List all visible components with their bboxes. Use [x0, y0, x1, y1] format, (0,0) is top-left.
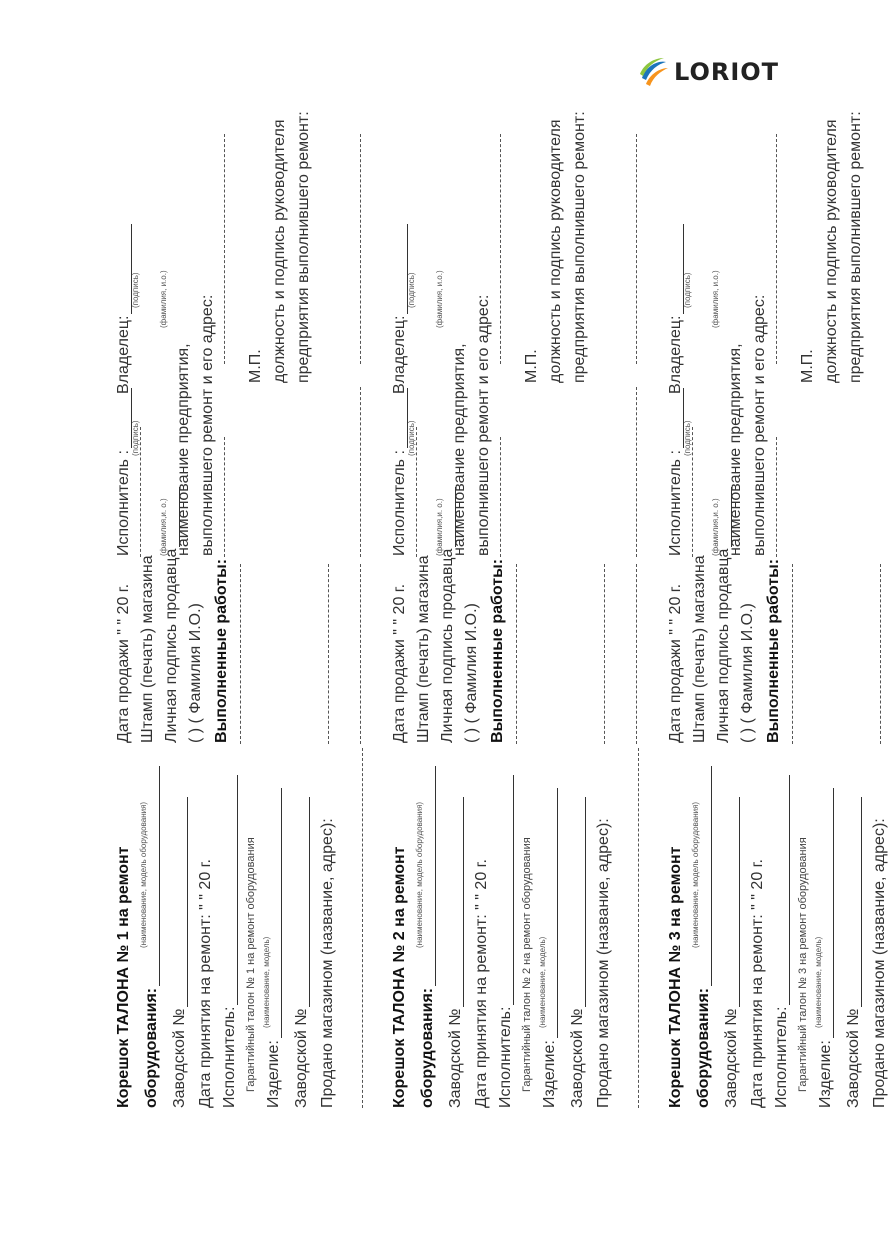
stub-title [668, 846, 684, 1108]
stub-equipment-hint [416, 802, 424, 948]
stamp-text: Штамп (печать) магазина [415, 555, 432, 743]
stub-sale-date [116, 584, 132, 743]
stub-mp [248, 349, 264, 383]
org-line2-text: выполнившего ремонт и его адрес: [751, 294, 768, 556]
dashed-divider [140, 427, 141, 557]
executor-label-line [500, 775, 514, 1005]
loriot-logo-icon [636, 56, 670, 88]
owner-line [394, 224, 408, 314]
date-accept-text: Дата принятия на ремонт: " " 20 г. [749, 859, 766, 1108]
dashed-divider [636, 387, 637, 557]
dashed-divider [416, 427, 417, 557]
stub-executor-label [222, 775, 238, 1108]
stub-sold-by [872, 818, 888, 1108]
dashed-divider [224, 134, 225, 364]
sale-date-text: Дата продажи " " 20 г. [667, 583, 684, 743]
org-line2-text: выполнившего ремонт и его адрес: [199, 294, 216, 556]
stub-serial2-label [570, 797, 586, 1108]
stub-owner [392, 224, 408, 394]
stub-equipment-hint [140, 802, 148, 948]
stub-owner [668, 224, 684, 394]
works-done-text: Выполненные работы: [489, 558, 506, 743]
head-line2-text: предприятия выполнившего ремонт: [571, 111, 588, 383]
stub-sale-date [392, 584, 408, 743]
dashed-divider [362, 748, 363, 1108]
stub-head-line2 [572, 111, 588, 383]
executor-label-line [224, 775, 238, 1005]
equipment-label-text: оборудования: [695, 987, 712, 1108]
stub-org-line2 [476, 295, 492, 556]
name-hint-text: (фамилия,и. о.) [435, 498, 444, 556]
owner-line [670, 224, 684, 314]
owner-sign-hint-text: (подпись) [683, 272, 692, 308]
executor2-line [670, 388, 684, 448]
serial-label-text: Заводской № [447, 1008, 464, 1108]
name-hint-text: (фамилия,и. о.) [711, 498, 720, 556]
warranty-note-text: Гарантийный талон № 1 на ремонт оборудования [245, 837, 257, 1092]
executor2-line [118, 388, 132, 448]
seller-sign-text: Личная подпись продавца [715, 548, 732, 743]
mp-text: М.П. [247, 349, 264, 383]
executor2-text: Исполнитель : [391, 450, 408, 556]
product-label-text: Изделие: [265, 1040, 282, 1108]
stub-sale-date [668, 584, 684, 743]
stub-seller-name [464, 603, 480, 743]
product-label-text: Изделие: [817, 1040, 834, 1108]
stub-executor-label [498, 775, 514, 1108]
stub-owner-sign-hint [684, 272, 692, 308]
executor-label-text: Исполнитель: [773, 1006, 790, 1108]
name-hint2-text: (фамилия, и.о.) [159, 270, 168, 328]
org-line1-text: наименование предприятия, [451, 343, 468, 556]
owner-line [118, 224, 132, 314]
stub-panel-1 [110, 104, 386, 1154]
stub-stamp [140, 555, 156, 743]
org-line1-text: наименование предприятия, [175, 343, 192, 556]
stub-name-hint [436, 498, 444, 556]
dashed-divider [360, 564, 361, 744]
stub-signature-hint [408, 420, 416, 456]
serial-label-line [174, 797, 188, 1007]
stub-org-line1 [176, 343, 192, 556]
stub-signature-hint [132, 420, 140, 456]
stub-head-line1 [824, 119, 840, 383]
stub-warranty-note [522, 837, 533, 1092]
owner-sign-hint-text: (подпись) [131, 272, 140, 308]
stub-owner-sign-hint [132, 272, 140, 308]
executor2-line [394, 388, 408, 448]
dashed-divider [328, 564, 329, 744]
stub-name-hint [160, 498, 168, 556]
dashed-divider [776, 134, 777, 364]
stub-panel-2 [386, 104, 662, 1154]
equipment-label-line [698, 766, 712, 986]
serial2-label-line [572, 797, 586, 1007]
mp-text: М.П. [799, 349, 816, 383]
executor-label-text: Исполнитель: [497, 1006, 514, 1108]
stub-name-hint2 [712, 270, 720, 328]
stub-warranty-note [798, 837, 809, 1092]
org-line1-text: наименование предприятия, [727, 343, 744, 556]
dashed-divider [360, 387, 361, 557]
signature-hint-text: (подпись) [407, 420, 416, 456]
serial2-label-text: Заводской № [293, 1008, 310, 1108]
stub-stamp [416, 555, 432, 743]
stub-seller-name [740, 603, 756, 743]
date-accept-text: Дата принятия на ремонт: " " 20 г. [473, 859, 490, 1108]
stub-date-accept [198, 859, 214, 1108]
stub-seller-name [188, 603, 204, 743]
executor-label-text: Исполнитель: [221, 1006, 238, 1108]
stub-org-line1 [452, 343, 468, 556]
stub-name-hint [712, 498, 720, 556]
dashed-divider [880, 564, 881, 744]
name-hint2-text: (фамилия, и.о.) [711, 270, 720, 328]
serial-label-text: Заводской № [723, 1008, 740, 1108]
stub-org-line2 [752, 295, 768, 556]
stub-serial2-label [294, 797, 310, 1108]
stub-owner [116, 224, 132, 394]
equipment-hint-text: (наименование, модель оборудования) [691, 801, 700, 948]
product-hint-text: (наименование, модель) [538, 936, 547, 1028]
sale-date-text: Дата продажи " " 20 г. [391, 583, 408, 743]
dashed-divider [240, 564, 241, 744]
mp-text: М.П. [523, 349, 540, 383]
stub-sold-by [320, 818, 336, 1108]
serial-label-line [450, 797, 464, 1007]
product-hint-text: (наименование, модель) [262, 936, 271, 1028]
stub-equipment-hint [692, 802, 700, 948]
stub-serial-label [172, 797, 188, 1108]
serial2-label-text: Заводской № [845, 1008, 862, 1108]
sold-by-text: Продано магазином (название, адрес): [319, 818, 336, 1108]
stub-org-line2 [200, 295, 216, 556]
stub-stamp [692, 555, 708, 743]
stub-name-hint2 [160, 270, 168, 328]
stub-warranty-note [246, 837, 257, 1092]
serial-label-line [726, 797, 740, 1007]
works-done-text: Выполненные работы: [765, 558, 782, 743]
title-text: Корешок ТАЛОНА № 1 на ремонт [115, 846, 132, 1108]
seller-name-text: ( ) ( Фамилия И.О.) [739, 603, 756, 743]
stamp-text: Штамп (печать) магазина [139, 555, 156, 743]
stub-mp [524, 349, 540, 383]
sale-date-text: Дата продажи " " 20 г. [115, 583, 132, 743]
stub-product-hint [539, 937, 547, 1028]
seller-sign-text: Личная подпись продавца [439, 548, 456, 743]
date-accept-text: Дата принятия на ремонт: " " 20 г. [197, 859, 214, 1108]
stub-works-done [214, 559, 230, 743]
stub-product-hint [263, 937, 271, 1028]
owner-sign-hint-text: (подпись) [407, 272, 416, 308]
serial-label-text: Заводской № [171, 1008, 188, 1108]
dashed-divider [692, 427, 693, 557]
warranty-note-text: Гарантийный талон № 3 на ремонт оборудования [797, 837, 809, 1092]
seller-name-text: ( ) ( Фамилия И.О.) [187, 603, 204, 743]
stub-serial-label [724, 797, 740, 1108]
warranty-note-text: Гарантийный талон № 2 на ремонт оборудования [521, 837, 533, 1092]
signature-hint-text: (подпись) [131, 420, 140, 456]
sold-by-text: Продано магазином (название, адрес): [871, 818, 888, 1108]
stub-sold-by [596, 818, 612, 1108]
title-text: Корешок ТАЛОНА № 2 на ремонт [391, 846, 408, 1108]
dashed-divider [516, 564, 517, 744]
stub-serial2-label [846, 797, 862, 1108]
owner-text: Владелец: [667, 315, 684, 394]
signature-hint-text: (подпись) [683, 420, 692, 456]
stub-owner-sign-hint [408, 272, 416, 308]
product-label-text: Изделие: [541, 1040, 558, 1108]
dashed-divider [500, 134, 501, 364]
stub-panel-3 [662, 104, 896, 1154]
stub-executor2 [116, 388, 132, 556]
head-line1-text: должность и подпись руководителя [271, 119, 288, 383]
stub-name-hint2 [436, 270, 444, 328]
executor2-text: Исполнитель : [115, 450, 132, 556]
equipment-label-line [422, 766, 436, 986]
stub-executor-label [774, 775, 790, 1108]
equipment-hint-text: (наименование, модель оборудования) [139, 801, 148, 948]
dashed-divider [604, 564, 605, 744]
head-line1-text: должность и подпись руководителя [823, 119, 840, 383]
stub-title [392, 846, 408, 1108]
stub-head-line2 [296, 111, 312, 383]
stub-head-line1 [272, 119, 288, 383]
stub-head-line1 [548, 119, 564, 383]
dashed-divider [792, 564, 793, 744]
stub-works-done [490, 559, 506, 743]
stub-serial-label [448, 797, 464, 1108]
head-line2-text: предприятия выполнившего ремонт: [847, 111, 864, 383]
executor-label-line [776, 775, 790, 1005]
head-line2-text: предприятия выполнившего ремонт: [295, 111, 312, 383]
logo-wordmark: LORIOT [674, 58, 780, 86]
stub-executor2 [392, 388, 408, 556]
title-text: Корешок ТАЛОНА № 3 на ремонт [667, 846, 684, 1108]
seller-name-text: ( ) ( Фамилия И.О.) [463, 603, 480, 743]
head-line1-text: должность и подпись руководителя [547, 119, 564, 383]
stub-signature-hint [684, 420, 692, 456]
stub-product-hint [815, 937, 823, 1028]
dashed-divider [636, 564, 637, 744]
product-hint-text: (наименование, модель) [814, 936, 823, 1028]
stub-title [116, 846, 132, 1108]
loriot-logo [636, 56, 798, 88]
stub-date-accept [750, 859, 766, 1108]
seller-sign-text: Личная подпись продавца [163, 548, 180, 743]
stamp-text: Штамп (печать) магазина [691, 555, 708, 743]
stub-mp [800, 349, 816, 383]
stub-org-line1 [728, 343, 744, 556]
dashed-divider [776, 437, 777, 557]
sold-by-text: Продано магазином (название, адрес): [595, 818, 612, 1108]
equipment-label-text: оборудования: [419, 987, 436, 1108]
owner-text: Владелец: [391, 315, 408, 394]
stub-date-accept [474, 859, 490, 1108]
equipment-label-text: оборудования: [143, 987, 160, 1108]
executor2-text: Исполнитель : [667, 450, 684, 556]
dashed-divider [500, 437, 501, 557]
works-done-text: Выполненные работы: [213, 558, 230, 743]
serial2-label-line [296, 797, 310, 1007]
stub-head-line2 [848, 111, 864, 383]
name-hint2-text: (фамилия, и.о.) [435, 270, 444, 328]
stub-executor2 [668, 388, 684, 556]
serial2-label-line [848, 797, 862, 1007]
dashed-divider [636, 134, 637, 364]
stub-works-done [766, 559, 782, 743]
name-hint-text: (фамилия,и. о.) [159, 498, 168, 556]
dashed-divider [224, 437, 225, 557]
dashed-divider [638, 748, 639, 1108]
org-line2-text: выполнившего ремонт и его адрес: [475, 294, 492, 556]
owner-text: Владелец: [115, 315, 132, 394]
equipment-label-line [146, 766, 160, 986]
equipment-hint-text: (наименование, модель оборудования) [415, 801, 424, 948]
serial2-label-text: Заводской № [569, 1008, 586, 1108]
dashed-divider [360, 134, 361, 364]
